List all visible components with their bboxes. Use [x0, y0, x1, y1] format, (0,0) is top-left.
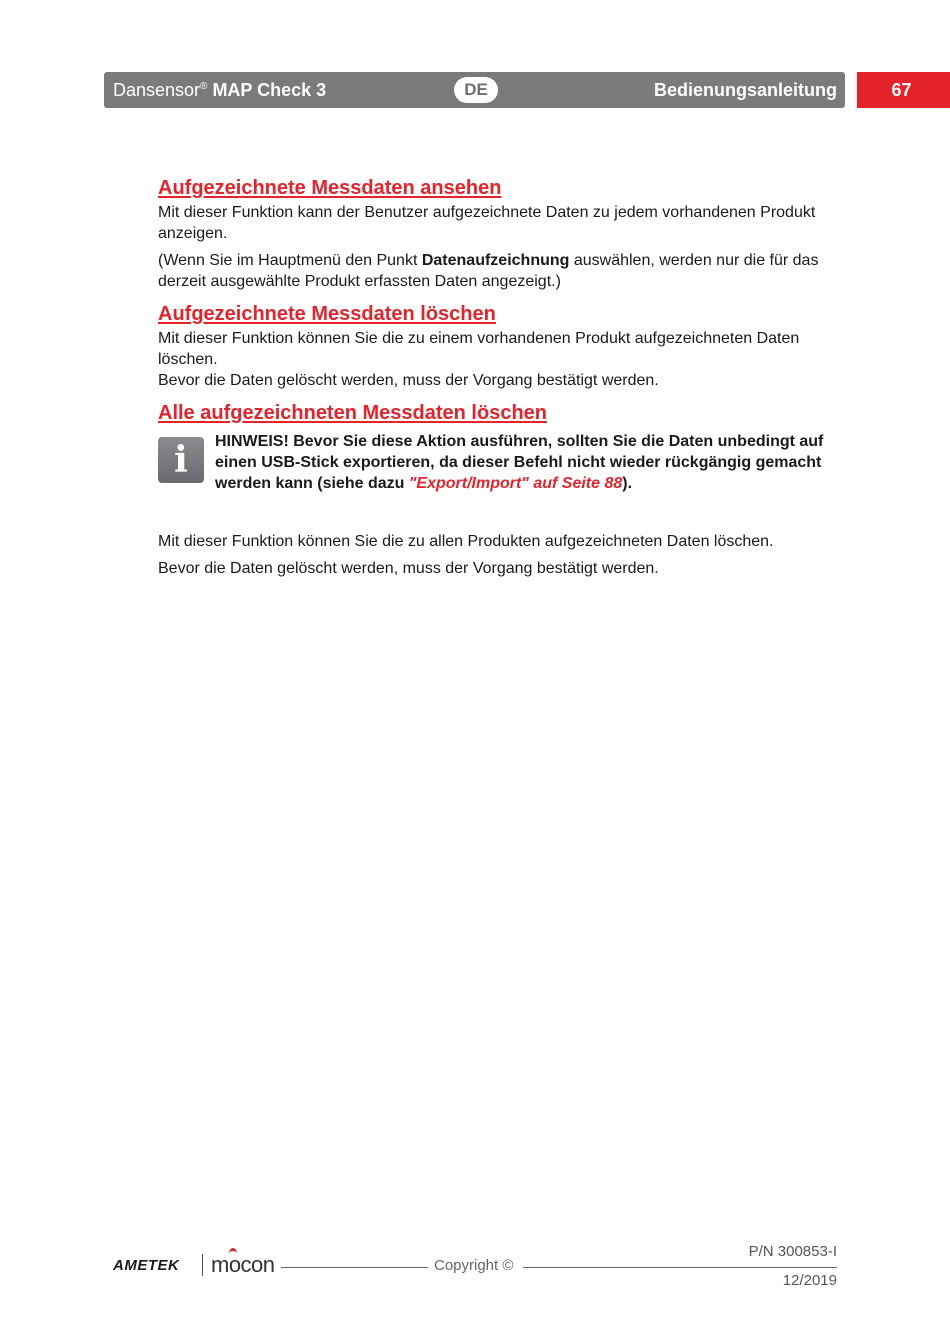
menu-item-reference: Datenaufzeichnung: [421, 252, 570, 269]
section-heading-delete-all: Alle aufgezeichneten Messdaten löschen: [158, 402, 547, 424]
paragraph: Mit dieser Funktion können Sie die zu allen Produkten aufgezeichneten Daten löschen.: [158, 533, 774, 550]
paragraph: Bevor die Daten gelöscht werden, muss der Vorgang bestätigt werden.: [158, 560, 659, 577]
mocon-logo: mocon: [211, 1252, 275, 1278]
part-number: P/N 300853-I: [748, 1243, 837, 1260]
footer-rule-left: [281, 1267, 428, 1268]
info-icon: i: [158, 437, 204, 483]
section-heading-delete: Aufgezeichnete Messdaten löschen: [158, 303, 496, 325]
page-number: 67: [857, 72, 950, 108]
ametek-logo: AMETEK: [113, 1257, 180, 1274]
note-text: HINWEIS! Bevor Sie diese Aktion ausführen, sollten Sie die Daten unbedingt auf einen USB-Stick exportieren, da dieser Befehl nicht wieder rückgängig gemacht werden kann (siehe dazu "Export/Import" auf Seite 88).: [215, 433, 824, 492]
product-name: MAP Check 3: [212, 80, 327, 100]
section-heading-view: Aufgezeichnete Messdaten ansehen: [158, 177, 502, 199]
revision-date: 12/2019: [782, 1272, 837, 1289]
mocon-logo-arc-icon: [229, 1248, 237, 1259]
paragraph: Bevor die Daten gelöscht werden, muss der Vorgang bestätigt werden.: [158, 372, 659, 389]
footer-rule-right: [523, 1267, 837, 1268]
brand-name: Dansensor: [113, 80, 201, 100]
paragraph: (Wenn Sie im Hauptmenü den Punkt Datenaufzeichnung auswählen, werden nur die für das derzeit ausgewählte Produkt erfassten Daten angezeigt.): [158, 252, 819, 290]
header-product: [113, 72, 326, 108]
language-badge: DE: [454, 77, 498, 103]
copyright: Copyright ©: [434, 1257, 514, 1274]
note-box: [158, 431, 843, 494]
logo-divider: [202, 1254, 203, 1276]
page-header: [104, 72, 845, 108]
page-content: [158, 174, 843, 579]
registered-mark: ®: [200, 81, 208, 92]
paragraph: Mit dieser Funktion kann der Benutzer aufgezeichnete Daten zu jedem vorhandenen Produkt anzeigen.: [158, 204, 816, 242]
doc-type: Bedienungsanleitung: [653, 80, 837, 100]
paragraph: Mit dieser Funktion können Sie die zu einem vorhandenen Produkt aufgezeichneten Daten löschen.: [158, 330, 800, 368]
cross-reference-link[interactable]: "Export/Import" auf Seite 88: [408, 475, 623, 492]
